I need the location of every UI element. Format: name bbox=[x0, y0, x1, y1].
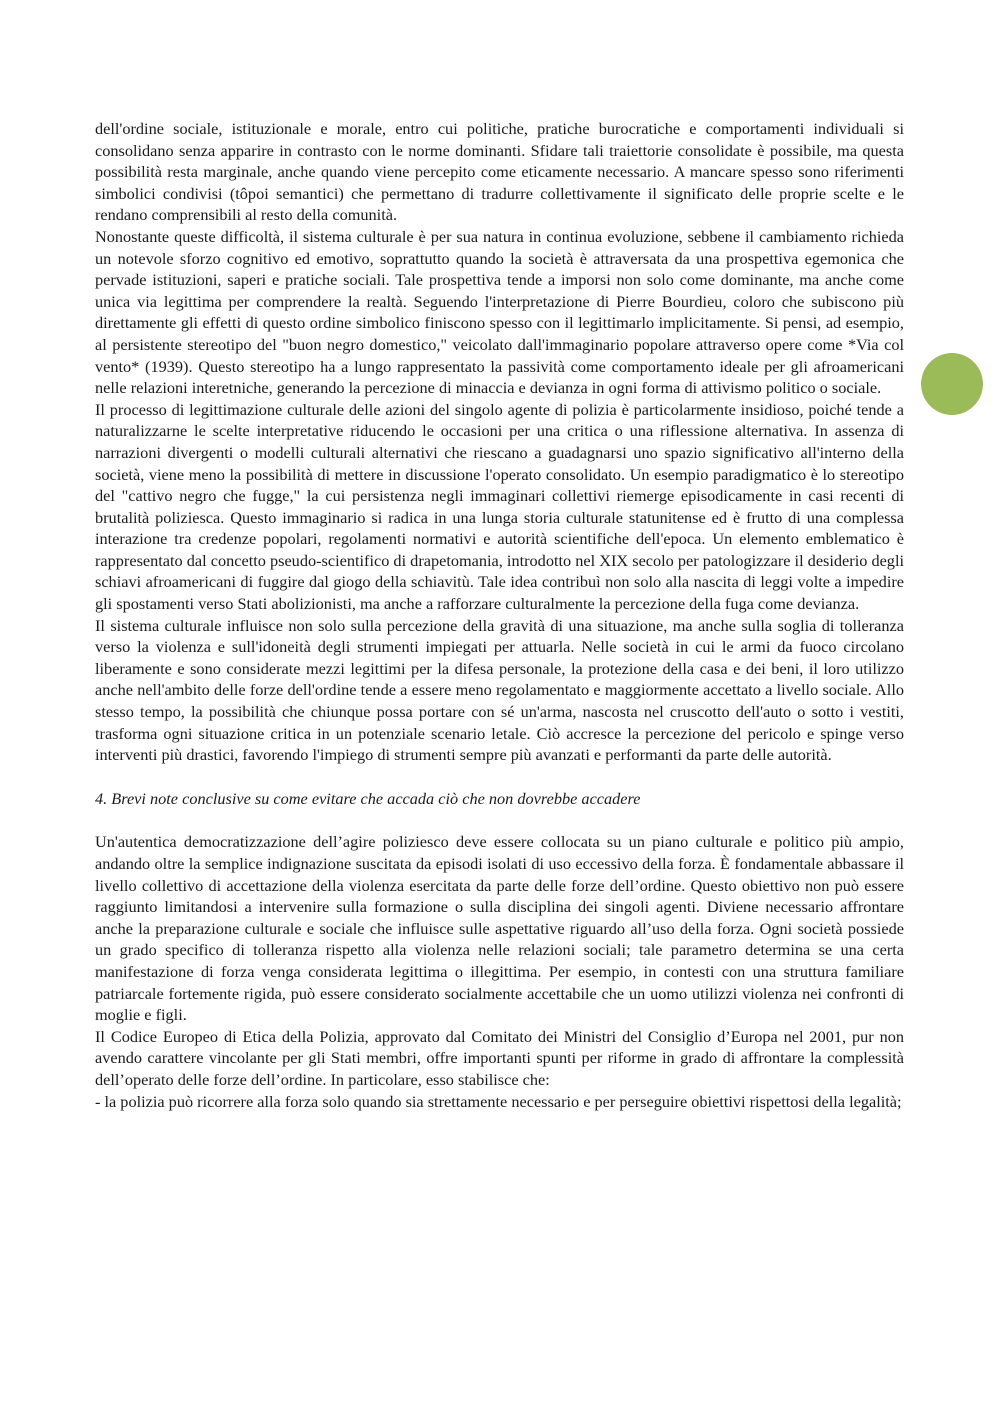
paragraph: Nonostante queste difficoltà, il sistema culturale è per sua natura in continua evoluzione, sebbene il cambiamento richieda un notevole sforzo cognitivo ed emotivo, soprattutto quando la società è attraversata da una prospettiva egemonica che pervade istituzioni, saperi e pratiche sociali. Tale prospettiva tende a imporsi non solo come dominante, ma anche come unica via legittima per comprendere la realtà. Seguendo l'interpretazione di Pierre Bourdieu, coloro che subiscono più direttamente gli effetti di questo ordine simbolico finiscono spesso con il legittimarlo implicitamente. Si pensi, ad esempio, al persistente stereotipo del "buon negro domestico," veicolato dall'immaginario popolare attraverso opere come *Via col vento* (1939). Questo stereotipo ha a lungo rappresentato la passività come comportamento ideale per gli afroamericani nelle relazioni interetniche, generando la percezione di minaccia e devianza in ogni forma di attivismo politico o sociale. bbox=[95, 226, 904, 398]
decorative-green-circle bbox=[921, 353, 983, 415]
section-heading: 4. Brevi note conclusive su come evitare che accada ciò che non dovrebbe accadere bbox=[95, 788, 641, 808]
paragraph: Un'autentica democratizzazione dell’agire poliziesco deve essere collocata su un piano culturale e politico più ampio, andando oltre la semplice indignazione suscitata da episodi isolati di uso eccessivo della forza. È fondamentale abbassare il livello collettivo di accettazione della violenza esercitata da parte delle forze dell’ordine. Questo obiettivo non può essere raggiunto limitandosi a intervenire sulla formazione o sulla disciplina dei singoli agenti. Diviene necessario affrontare anche la preparazione culturale e sociale che influisce sulle aspettative riguardo all’uso della forza. Ogni società possiede un grado specifico di tolleranza rispetto alla violenza nelle relazioni sociali; tale parametro determina se una certa manifestazione di forza venga considerata legittima o illegittima. Per esempio, in contesti con una struttura familiare patriarcale fortemente rigida, può essere considerato socialmente accettabile che un uomo utilizzi violenza nei confronti di moglie e figli. bbox=[95, 832, 904, 1025]
paragraph: Il Codice Europeo di Etica della Polizia, approvato dal Comitato dei Ministri del Consiglio d’Europa nel 2001, pur non avendo carattere vincolante per gli Stati membri, offre importanti spunti per riforme in grado di affrontare la complessità dell’operato delle forze dell’ordine. In particolare, esso stabilisce che: bbox=[95, 1026, 904, 1089]
list-item: - la polizia può ricorrere alla forza solo quando sia strettamente necessario e per perseguire obiettivi rispettosi della legalità; bbox=[95, 1091, 902, 1111]
paragraph: dell'ordine sociale, istituzionale e morale, entro cui politiche, pratiche burocratiche e comportamenti individuali si consolidano senza apparire in contrasto con le norme dominanti. Sfidare tali traiettorie consolidate è possibile, ma questa possibilità resta marginale, anche quando viene percepito come eticamente necessario. A mancare spesso sono riferimenti simbolici condivisi (tôpoi semantici) che permettano di tradurre collettivamente il significato delle proprie scelte e le rendano comprensibili al resto della comunità. bbox=[95, 119, 904, 225]
paragraph: Il sistema culturale influisce non solo sulla percezione della gravità di una situazione, ma anche sulla soglia di tolleranza verso la violenza e sull'idoneità degli strumenti impiegati per attuarla. Nelle società in cui le armi da fuoco circolano liberamente e sono considerate mezzi legittimi per la difesa personale, la protezione della casa e dei beni, il loro utilizzo anche nell'ambito delle forze dell'ordine tende a essere meno regolamentato e maggiormente accettato a livello sociale. Allo stesso tempo, la possibilità che chiunque possa portare con sé un'arma, nascosta nel cruscotto dell'auto o sotto i vestiti, trasforma ogni situazione critica in un potenziale scenario letale. Ciò accresce la percezione del pericolo e spinge verso interventi più drastici, favorendo l'impiego di strumenti sempre più avanzati e performanti da parte delle autorità. bbox=[95, 615, 904, 765]
document-body bbox=[95, 118, 904, 1112]
paragraph: Il processo di legittimazione culturale delle azioni del singolo agente di polizia è particolarmente insidioso, poiché tende a naturalizzarne le scelte interpretative riducendo le occasioni per una critica o una riflessione alternativa. In assenza di narrazioni divergenti o modelli culturali alternativi che riescano a guadagnarsi uno spazio significativo all'interno della società, viene meno la possibilità di mettere in discussione l'operato consolidato. Un esempio paradigmatico è lo stereotipo del "cattivo negro che fugge," la cui persistenza negli immaginari collettivi riemerge episodicamente in casi recenti di brutalità poliziesca. Questo immaginario si radica in una lunga storia culturale statunitense ed è frutto di una complessa interazione tra credenze popolari, regolamenti normativi e autorità scientifiche dell'epoca. Un elemento emblematico è rappresentato dal concetto pseudo-scientifico di drapetomania, introdotto nel XIX secolo per patologizzare il desiderio degli schiavi afroamericani di fuggire dal giogo della schiavitù. Tale idea contribuì non solo alla nascita di leggi volte a impedire gli spostamenti verso Stati abolizionisti, ma anche a rafforzare culturalmente la percezione della fuga come devianza. bbox=[95, 399, 904, 614]
